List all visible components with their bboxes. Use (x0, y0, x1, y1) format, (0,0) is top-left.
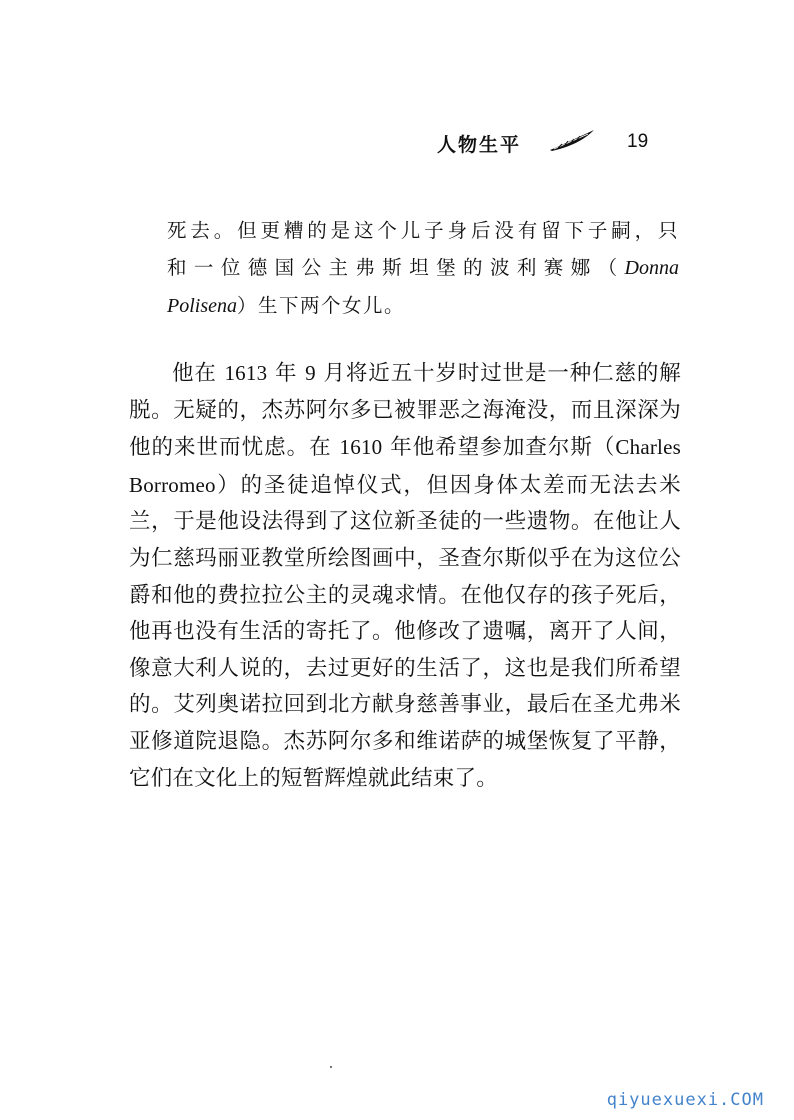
quote-line: 死去。但更糟的是这个儿子身后没有留下子嗣，只 (167, 219, 679, 242)
scan-speck (330, 1066, 332, 1068)
paragraph-text: 他在 1613 年 9 月将近五十岁时过世是一种仁慈的解脱。无疑的，杰苏阿尔多已被罪恶之海淹没，而且深深为他的来世而忧虑。在 1610 年他希望参加查尔斯（Charles Borromeo）的圣徒追悼仪式，但因身体太差而无法去米兰，于是他设法得到了这位新圣徒的一些遗物。在他让人为仁慈玛丽亚教堂所绘图画中，圣查尔斯似乎在为这位公爵和他的费拉拉公主的灵魂求情。在他仅存的孩子死后，他再也没有生活的寄托了。他修改了遗嘱，离开了人间，像意大利人说的，去过更好的生活了，这也是我们所希望的。艾列奥诺拉回到北方献身慈善事业，最后在圣尤弗米亚修道院退隐。杰苏阿尔多和维诺萨的城堡恢复了平静，它们在文化上的短暂辉煌就此结束了。 (129, 361, 681, 791)
block-quote (167, 212, 679, 325)
section-title: 人物生平 (437, 134, 522, 156)
quote-line: Polisena）生下两个女儿。 (167, 294, 406, 317)
quill-icon (548, 128, 596, 154)
quote-line: 和一位德国公主弗斯坦堡的波利赛娜（Donna (167, 256, 679, 279)
watermark: qiyuexuexi.COM (606, 1090, 764, 1110)
body-paragraph (129, 355, 681, 797)
page-number: 19 (627, 131, 649, 152)
page-header (0, 128, 794, 158)
